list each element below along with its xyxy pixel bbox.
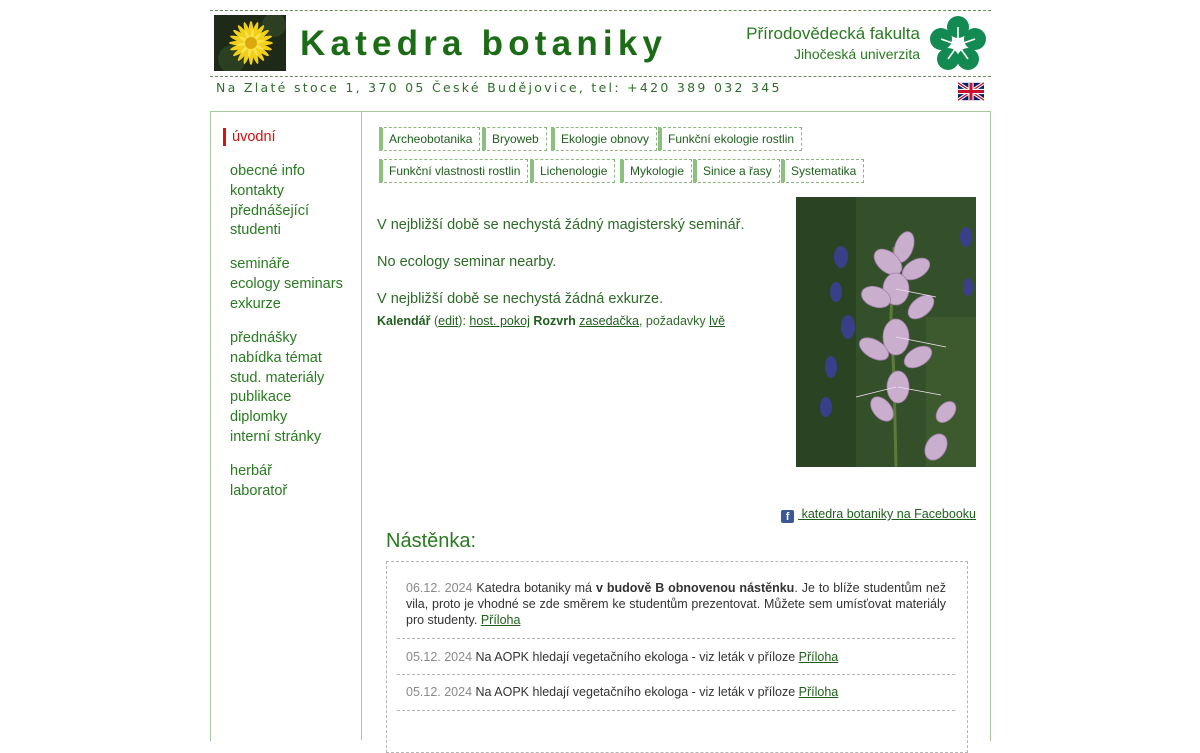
nav-group-facilities [230, 462, 287, 502]
university-logo-icon[interactable] [928, 14, 988, 74]
header-top-rule [210, 10, 991, 11]
header-rule [210, 76, 991, 77]
nav-item-herbarium[interactable]: herbář [230, 463, 272, 479]
news-attachment-link[interactable]: Příloha [798, 685, 839, 699]
nav-item-general-info[interactable]: obecné info [230, 163, 305, 179]
ecology-seminar-message: No ecology seminar nearby. [377, 254, 557, 270]
tab-ekologie-obnovy[interactable]: Ekologie obnovy [551, 127, 657, 151]
facebook-link-label: katedra botaniky na Facebooku [798, 507, 976, 521]
news-item [397, 684, 955, 711]
news-date: 05.12. 2024 [406, 685, 473, 699]
nav-item-theses[interactable]: diplomky [230, 409, 288, 426]
news-text-continued: . Je to blíže studentům než vila, proto je vhodné se zde směrem ke studentům prezentovat. Můžete sem umísťovat materiály pro studenty. [406, 581, 947, 627]
news-text: Na AOPK hledají vegetačního ekologa - viz leták v příloze [472, 685, 799, 699]
nav-item-excursions[interactable]: exkurze [230, 295, 281, 312]
calendar-edit-link[interactable]: edit [438, 314, 459, 328]
nav-item-ecology-seminars[interactable]: ecology seminars [230, 275, 343, 292]
calendar-open-paren: ( [430, 314, 439, 328]
plant-photo [796, 197, 976, 467]
nav-item-lectures[interactable]: přednášky [230, 330, 297, 346]
nav-item-laboratory[interactable]: laboratoř [230, 482, 288, 499]
tab-sinice-a-rasy[interactable]: Sinice a řasy [693, 159, 780, 183]
meeting-room-link[interactable]: zasedačka [579, 314, 639, 328]
nav-item-study-materials[interactable]: stud. materiály [230, 369, 325, 386]
news-text: Na AOPK hledají vegetačního ekologa - viz leták v příloze [472, 650, 799, 664]
news-highlight: v budově B obnovenou nástěnku [595, 581, 795, 595]
nav-item-contacts[interactable]: kontakty [230, 182, 284, 199]
news-date: 05.12. 2024 [406, 650, 473, 664]
uk-flag-icon[interactable] [958, 82, 984, 101]
tab-archeobotanika[interactable]: Archeobotanika [379, 127, 480, 151]
nav-item-current[interactable]: úvodní [223, 128, 276, 146]
seminar-message: V nejbližší době se nechystá žádný magisterský seminář. [377, 217, 745, 233]
tab-funkcni-ekologie[interactable]: Funkční ekologie rostlin [658, 127, 802, 151]
tab-funkcni-vlastnosti[interactable]: Funkční vlastnosti rostlin [379, 159, 528, 183]
requests-link[interactable]: lvě [709, 314, 726, 328]
site-title[interactable]: Katedra botaniky [300, 24, 668, 63]
university-name[interactable]: Jihočeská univerzita [793, 46, 920, 62]
calendar-close-paren: ): [458, 314, 470, 328]
nav-group-seminars [230, 255, 343, 314]
bulletin-board [386, 561, 968, 753]
tab-mykologie[interactable]: Mykologie [620, 159, 692, 183]
nav-item-publications[interactable]: publikace [230, 389, 292, 406]
nav-item-seminars[interactable]: semináře [230, 256, 290, 272]
news-date: 06.12. 2024 [406, 581, 473, 595]
news-item [397, 649, 955, 675]
page [210, 0, 991, 740]
sidebar-divider [361, 111, 362, 740]
tab-bryoweb[interactable]: Bryoweb [482, 127, 547, 151]
news-attachment-link[interactable]: Příloha [798, 650, 839, 664]
calendar-line [377, 314, 725, 328]
facebook-icon: f [781, 510, 794, 523]
news-text: Katedra botaniky má [472, 581, 596, 595]
news-attachment-link[interactable]: Příloha [480, 613, 521, 627]
calendar-label: Kalendář [377, 314, 431, 328]
nav-item-students[interactable]: studenti [230, 222, 281, 239]
facebook-link[interactable] [781, 507, 976, 523]
requests-label: , požadavky [638, 314, 710, 328]
nav-item-lecturers[interactable]: přednášející [230, 202, 309, 219]
dandelion-logo[interactable] [214, 15, 286, 71]
excursion-message: V nejbližší době se nechystá žádná exkurze. [377, 291, 664, 307]
nav-group-general [230, 162, 309, 241]
tab-lichenologie[interactable]: Lichenologie [530, 159, 615, 183]
nav-item-topics[interactable]: nabídka témat [230, 349, 322, 366]
nav-group-study [230, 329, 324, 448]
nav-item-internal-pages[interactable]: interní stránky [230, 428, 322, 445]
tab-systematika[interactable]: Systematika [781, 159, 864, 183]
faculty-name[interactable]: Přírodovědecká fakulta [746, 24, 920, 43]
bulletin-board-title: Nástěnka: [386, 530, 477, 552]
news-item [397, 580, 955, 639]
address-line: Na Zlaté stoce 1, 370 05 České Budějovice, tel: +420 389 032 345 [216, 80, 782, 95]
schedule-label: Rozvrh [529, 314, 580, 328]
guest-room-link[interactable]: host. pokoj [469, 314, 530, 328]
